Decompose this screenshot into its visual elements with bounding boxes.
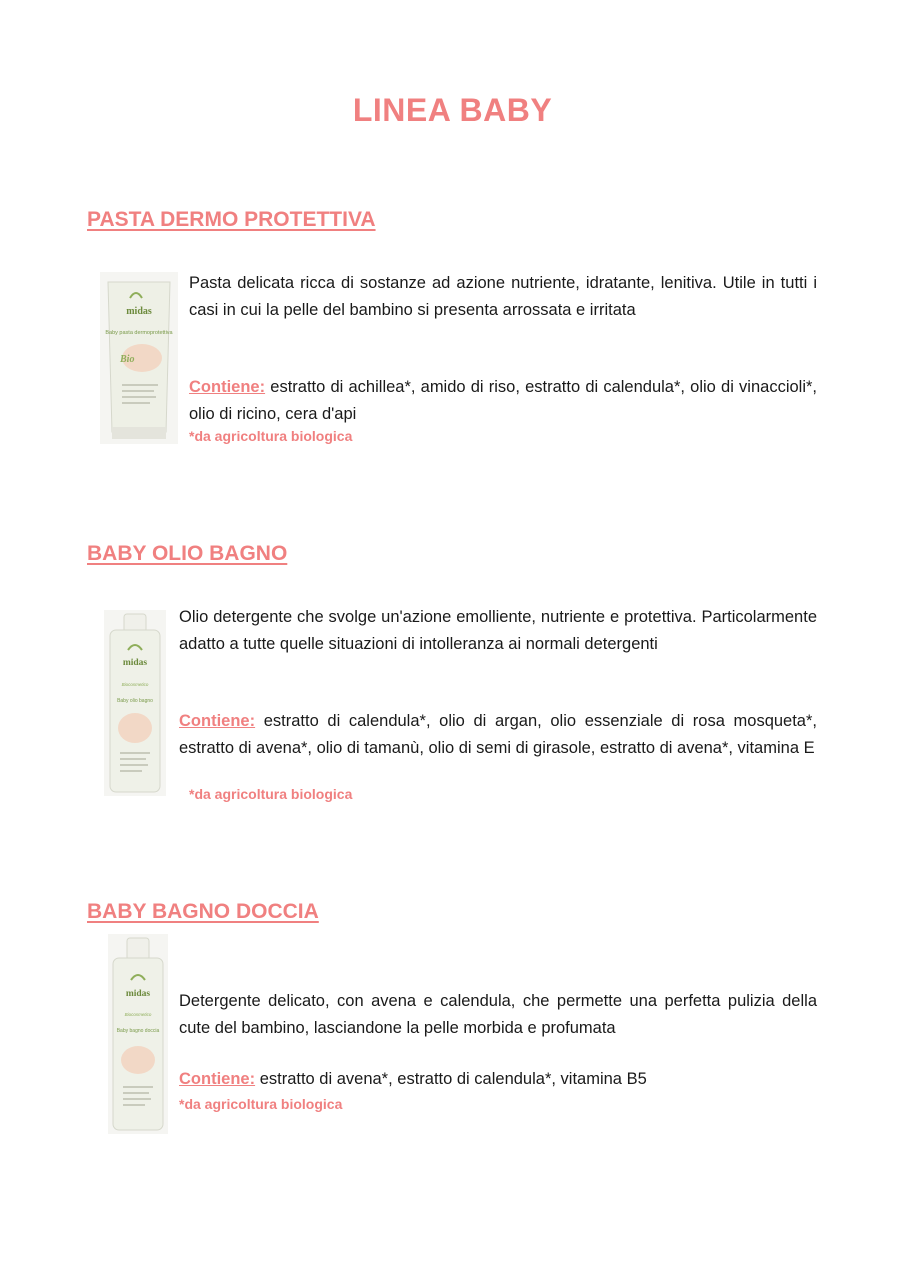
svg-text:Baby pasta dermoprotettiva: Baby pasta dermoprotettiva <box>105 330 173 336</box>
bottle-illustration <box>108 934 168 1134</box>
ingredients-text: estratto di calendula*, olio di argan, olio essenziale di rosa mosqueta*, estratto di avena*, olio di tamanù, olio di semi di girasole, estratto di avena*, vitamina E <box>179 712 817 757</box>
product-image-tube <box>100 272 178 444</box>
product-heading: BABY BAGNO DOCCIA <box>87 900 319 923</box>
ingredients-label: Contiene: <box>179 1070 256 1088</box>
svg-text:Bio: Bio <box>120 354 135 365</box>
product-image-bottle <box>104 610 166 796</box>
product-description: Detergente delicato, con avena e calendula, che permette una perfetta pulizia della cute del bambino, lasciandone la pelle morbida e profumata <box>179 992 817 1037</box>
ingredients-label: Contiene: <box>189 378 266 396</box>
bottle-illustration <box>104 610 166 796</box>
organic-note: *da agricoltura biologica <box>179 1096 343 1112</box>
svg-text:Baby bagno doccia: Baby bagno doccia <box>116 1028 160 1034</box>
svg-text:midas: midas <box>125 989 151 999</box>
product-heading: BABY OLIO BAGNO <box>87 542 288 565</box>
product-image-bottle <box>108 934 168 1134</box>
page-title: LINEA BABY <box>352 92 553 128</box>
svg-text:midas: midas <box>122 658 148 668</box>
ingredients-text: estratto di avena*, estratto di calendula*, vitamina B5 <box>259 1070 647 1088</box>
organic-note: *da agricoltura biologica <box>189 786 353 802</box>
product-ingredients <box>179 1066 817 1093</box>
svg-text:midas: midas <box>126 306 152 317</box>
product-description: Olio detergente che svolge un'azione emolliente, nutriente e protettiva. Particolarmente adatto a tutte quelle situazioni di intolleranza ai normali detergenti <box>179 608 817 653</box>
product-description: Pasta delicata ricca di sostanze ad azione nutriente, idratante, lenitiva. Utile in tutti i casi in cui la pelle del bambino si presenta arrossata e irritata <box>189 274 817 319</box>
ingredients-label: Contiene: <box>179 712 256 730</box>
svg-text:Biocosmetico: Biocosmetico <box>121 682 149 687</box>
ingredients-text: estratto di achillea*, amido di riso, estratto di calendula*, olio di vinaccioli*, olio di ricino, cera d'api <box>189 378 817 423</box>
product-ingredients <box>179 708 817 762</box>
svg-text:Biocosmetico: Biocosmetico <box>124 1012 152 1017</box>
product-ingredients <box>189 374 817 428</box>
product-heading: PASTA DERMO PROTETTIVA <box>87 208 376 231</box>
svg-text:Baby olio bagno: Baby olio bagno <box>117 698 153 704</box>
tube-illustration <box>100 272 178 444</box>
organic-note: *da agricoltura biologica <box>189 428 353 444</box>
